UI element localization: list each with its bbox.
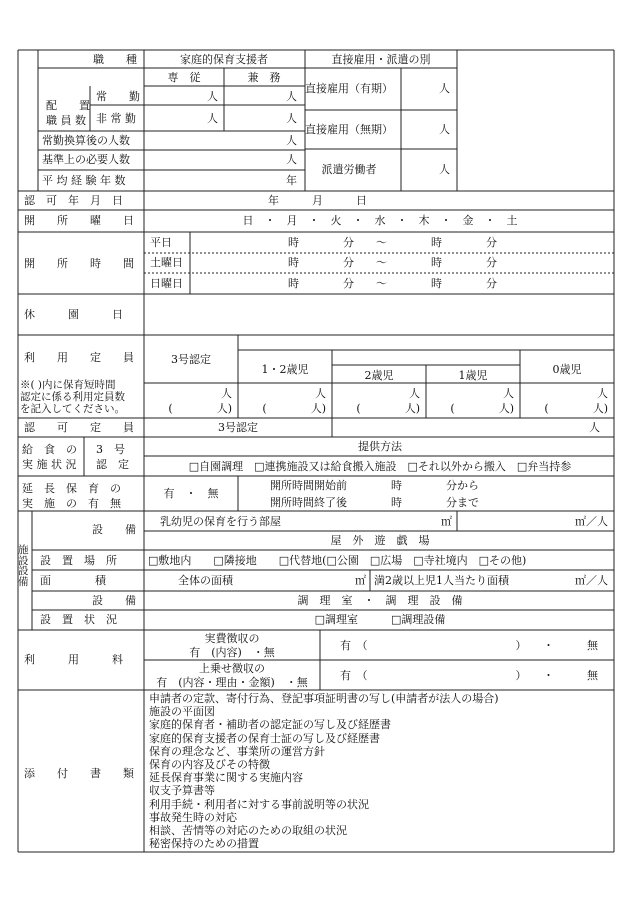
weekday-time: 時 分 ～ 時 分 <box>288 236 497 249</box>
capacity-label: 利 用 定 員 <box>24 351 134 364</box>
required-count-label: 基準上の必要人数 <box>42 153 130 166</box>
job-type-value: 家庭的保育支援者 <box>180 53 268 66</box>
employment-type-header: 直接雇用・派遣の別 <box>331 53 431 66</box>
attachments-label: 添 付 書 類 <box>24 767 134 780</box>
unit-person: 人 <box>221 387 232 400</box>
open-hours-label: 開 所 時 間 <box>24 257 134 270</box>
unit-sqm-per-child: ㎡／人 <box>575 515 608 528</box>
attachment-item: 家庭的保育者・補助者の認定証の写し及び経歴書 <box>149 718 391 732</box>
nursing-room-label: 乳幼児の保育を行う部屋 <box>160 515 281 528</box>
unit-sqm-per-child: ㎡／人 <box>575 574 608 587</box>
extra-fee-yes: 有 （ <box>340 669 368 682</box>
approved-capacity-label: 認 可 定 員 <box>24 421 134 434</box>
unit-person: 人 <box>286 153 297 166</box>
unit-sqm: ㎡ <box>355 574 366 587</box>
attachment-item: 利用手続・利用者に対する事前説明等の状況 <box>149 797 369 811</box>
fees-label: 利 用 料 <box>24 653 123 666</box>
equipment-label: 設 備 <box>92 523 136 536</box>
sunday-label: 日曜日 <box>150 277 183 290</box>
extra-fee-sub: 有 (内容・理由・金額) ・無 <box>156 676 308 689</box>
kitchen-options: □調理室 □調理設備 <box>314 613 446 626</box>
unit-person: 人 <box>439 82 450 95</box>
open-days-value: 日 ・ 月 ・ 火 ・ 水 ・ 木 ・ 金 ・ 土 <box>242 214 518 227</box>
attachment-item: 秘密保持のための措置 <box>149 837 259 851</box>
actual-cost-yes: 有 （ <box>340 639 368 652</box>
attachment-item: 申請者の定款、寄付行為、登記事項証明書の写し(申請者が法人の場合) <box>149 692 499 705</box>
approved-cert3-label: 3号認定 <box>218 421 258 434</box>
attachment-item: 収支予算書等 <box>149 784 215 798</box>
dispatched-label: 派遣労働者 <box>321 163 377 176</box>
extended-start: 開所時間開始前 時 分から <box>270 479 479 492</box>
unit-person: 人 <box>207 90 218 103</box>
extra-fee-title: 上乗せ徴収の <box>199 662 265 675</box>
short-time-count: ( 人) <box>544 402 608 415</box>
attachment-item: 相談、苦情等の対応のための取組の状況 <box>149 824 347 838</box>
unit-person: 人 <box>286 90 297 103</box>
age0-label: 0歳児 <box>552 363 582 376</box>
unit-person: 人 <box>409 387 420 400</box>
attachments-list <box>149 692 499 850</box>
avg-experience-label: 平 均 経 験 年 数 <box>42 174 126 187</box>
weekday-label: 平日 <box>150 236 172 249</box>
age1-label: 1歳児 <box>458 369 488 382</box>
unit-person: 人 <box>286 134 297 147</box>
unit-person: 人 <box>589 421 600 434</box>
extended-yesno: 有 ・ 無 <box>163 487 219 500</box>
concurrent-header: 兼 務 <box>247 71 281 84</box>
fulltime-regular-label: 常 勤 <box>96 90 140 103</box>
location-options: □敷地内 □隣接地 □代替地(□公園 □広場 □寺社境内 □その他) <box>148 554 527 567</box>
area-label: 面 積 <box>40 574 106 587</box>
installation-status-label: 設 置 状 況 <box>40 613 117 626</box>
extended-end: 開所時間終了後 時 分まで <box>270 496 479 509</box>
age2-label: 2歳児 <box>364 369 394 382</box>
meals-method-header: 提供方法 <box>358 440 402 453</box>
meals-cert3-label: 3 号 認 定 <box>96 443 129 472</box>
unit-person: 人 <box>439 163 450 176</box>
capacity-note: ※( )内に保育短時間 認定に係る利用定員数 を記入してください。 <box>20 379 125 415</box>
unit-year: 年 <box>286 174 297 187</box>
short-time-count: ( 人) <box>356 402 420 415</box>
facility-side-label: 施 設 設 備 <box>18 544 29 588</box>
actual-cost-no: ） ・ 無 <box>515 639 598 652</box>
attachment-item: 家庭的保育支援者の保育士証の写し及び経歴書 <box>149 731 380 745</box>
actual-cost-sub: 有 (内容) ・無 <box>189 646 275 659</box>
approval-date-label: 認 可 年 月 日 <box>24 194 123 207</box>
unit-person: 人 <box>439 123 450 136</box>
sunday-time: 時 分 ～ 時 分 <box>288 277 497 290</box>
meals-method-options: □自園調理 □連携施設又は給食搬入施設 □それ以外から搬入 □弁当持参 <box>188 460 572 473</box>
attachment-item: 延長保育事業に関する実施内容 <box>149 771 303 785</box>
kitchen-header: 調 理 室 ・ 調 理 設 備 <box>297 594 463 607</box>
extra-fee-no: ） ・ 無 <box>515 669 598 682</box>
short-time-count: ( 人) <box>168 402 232 415</box>
total-area-label: 全体の面積 <box>178 574 233 587</box>
equipment-label: 設 備 <box>92 594 136 607</box>
placement-label: 配 置 職 員 数 <box>46 99 90 127</box>
cert3-label: 3号認定 <box>171 353 211 366</box>
age12-label: 1・2歳児 <box>261 363 309 376</box>
meals-label: 給 食 の 実 施 状 況 <box>22 443 77 472</box>
short-time-count: ( 人) <box>450 402 514 415</box>
unit-sqm: ㎡ <box>441 515 452 528</box>
extended-care-label: 延 長 保 育 の 実 施 の 有 無 <box>22 482 121 511</box>
direct-fixed-label: 直接雇用（有期） <box>305 82 393 95</box>
saturday-time: 時 分 ～ 時 分 <box>288 256 497 269</box>
unit-person: 人 <box>597 387 608 400</box>
playground-header: 屋 外 遊 戯 場 <box>330 534 430 547</box>
attachment-item: 保育の理念など、事業所の運営方針 <box>149 744 325 758</box>
location-label: 設 置 場 所 <box>40 554 117 567</box>
job-type-label: 職 種 <box>93 53 137 66</box>
approval-date-value: 年 月 日 <box>268 194 367 207</box>
fulltime-header: 専 従 <box>167 71 201 84</box>
parttime-label: 非 常 勤 <box>96 112 136 125</box>
unit-person: 人 <box>315 387 326 400</box>
converted-count-label: 常勤換算後の人数 <box>42 134 130 147</box>
actual-cost-title: 実費徴収の <box>204 632 260 645</box>
attachment-item: 保育の内容及びその特徴 <box>149 758 270 772</box>
open-days-label: 開 所 曜 日 <box>24 214 134 227</box>
short-time-count: ( 人) <box>262 402 326 415</box>
unit-person: 人 <box>207 112 218 125</box>
saturday-label: 土曜日 <box>150 256 183 269</box>
per-child-area-label: 満2歳以上児1人当たり面積 <box>374 574 509 587</box>
unit-person: 人 <box>286 112 297 125</box>
attachment-item: 施設の平面図 <box>149 705 215 719</box>
direct-indefinite-label: 直接雇用（無期） <box>305 123 393 136</box>
unit-person: 人 <box>503 387 514 400</box>
closed-days-label: 休 園 日 <box>24 308 123 321</box>
attachment-item: 事故発生時の対応 <box>149 810 237 824</box>
